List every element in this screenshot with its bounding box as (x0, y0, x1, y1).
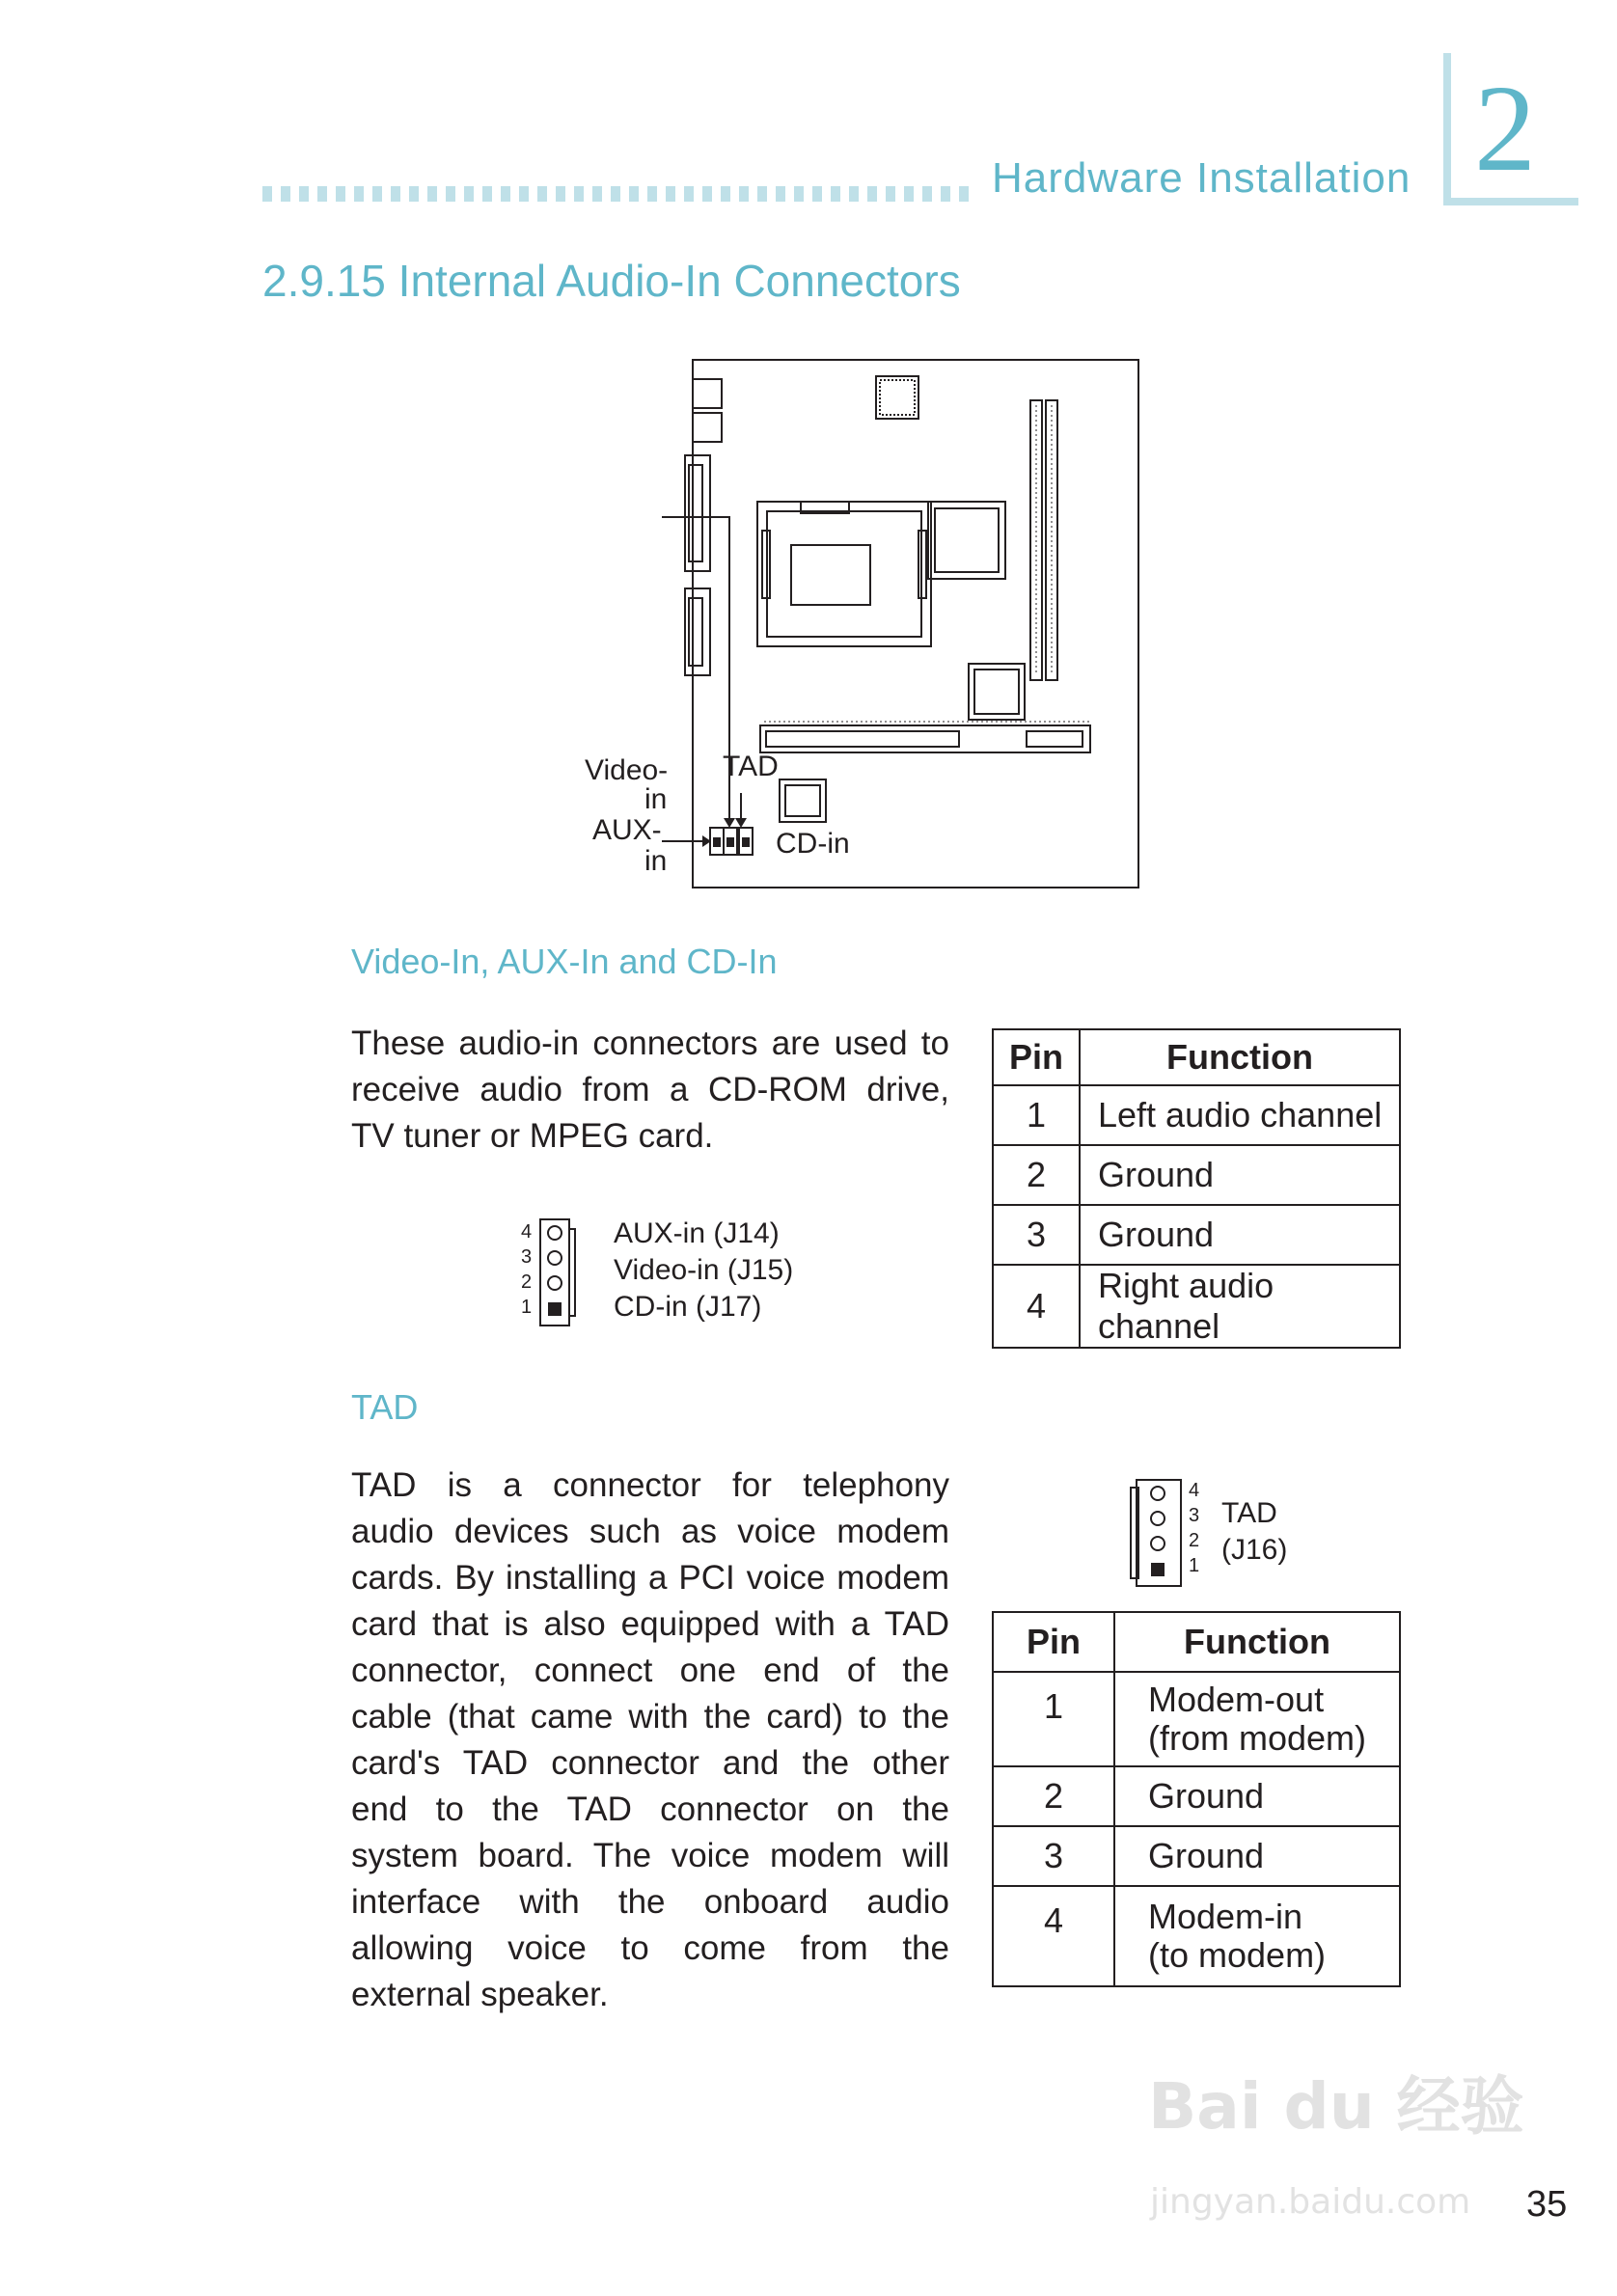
function-cell: Ground (1080, 1145, 1400, 1205)
chapter-tab-bar (1443, 53, 1451, 205)
label-video-in-2: in (644, 783, 668, 815)
tad-paragraph-line: end to the TAD connector on the (351, 1790, 949, 1828)
audio-pin-number: 1 (521, 1297, 533, 1318)
tad-pin-number: 3 (1189, 1505, 1200, 1526)
label-video-in-1: Video- (585, 754, 669, 786)
function-cell: Left audio channel (1080, 1085, 1400, 1145)
table-row (993, 1145, 1400, 1205)
function-cell (1114, 1886, 1400, 1986)
label-aux-in-2: in (644, 845, 668, 877)
table-row (993, 1672, 1400, 1766)
tad-pin-table (992, 1611, 1401, 1987)
tad-paragraph-line: card's TAD connector and the other (351, 1744, 949, 1782)
pin-header: Pin (993, 1612, 1114, 1672)
pin-cell: 2 (993, 1766, 1114, 1826)
function-cell: Ground (1114, 1826, 1400, 1886)
label-aux-in-1: AUX- (592, 814, 662, 846)
audio-pin-table (992, 1028, 1401, 1349)
tad-connector-label: TAD (1221, 1497, 1277, 1529)
watermark-url: jingyan.baidu.com (1150, 2182, 1471, 2222)
tad-pin-number: 2 (1189, 1530, 1200, 1551)
function-cell: Right audio channel (1080, 1265, 1400, 1348)
audio-pin-number: 4 (521, 1221, 533, 1243)
label-cd-in: CD-in (776, 828, 850, 860)
table-row (993, 1886, 1400, 1986)
table-row (993, 1766, 1400, 1826)
pin-cell: 4 (993, 1265, 1080, 1348)
pin-cell: 3 (993, 1826, 1114, 1886)
audio-connector-diagram (536, 1217, 594, 1327)
tad-paragraph-line: connector, connect one end of the (351, 1652, 949, 1689)
pin-cell: 3 (993, 1205, 1080, 1265)
audio-subsection-title: Video-In, AUX-In and CD-In (351, 942, 778, 981)
pin-cell: 4 (993, 1886, 1114, 1986)
function-header: Function (1114, 1612, 1400, 1672)
label-tad: TAD (723, 751, 779, 782)
tad-connector-diagram (1125, 1478, 1185, 1590)
tad-pin-number: 4 (1189, 1480, 1200, 1501)
function-header: Function (1080, 1029, 1400, 1085)
tad-paragraph-line: TAD is a connector for telephony (351, 1466, 949, 1504)
header-section-label: Hardware Installation (992, 154, 1411, 202)
pin-header: Pin (993, 1029, 1080, 1085)
audio-paragraph (351, 1021, 949, 1160)
tad-paragraph-line: system board. The voice modem will (351, 1837, 949, 1874)
watermark-logo: Bai du 经验 (1148, 2069, 1524, 2144)
tad-paragraph-line: external speaker. (351, 1976, 609, 2013)
aux-in-connector-label: AUX-in (J14) (614, 1217, 780, 1249)
audio-paragraph-line: These audio-in connectors are used to (351, 1025, 949, 1062)
page-number: 35 (1526, 2184, 1568, 2225)
pin-cell: 1 (993, 1085, 1080, 1145)
function-line: (from modem) (1148, 1718, 1367, 1758)
section-title: 2.9.15 Internal Audio-In Connectors (262, 256, 961, 306)
tad-paragraph-line: card that is also equipped with a TAD (351, 1605, 949, 1643)
tad-subsection-title: TAD (351, 1387, 419, 1427)
board-outline (693, 360, 1138, 888)
table-row (993, 1826, 1400, 1886)
header-dotted-rule (262, 186, 976, 202)
function-line: Modem-out (1148, 1680, 1325, 1719)
audio-pin-number: 2 (521, 1271, 533, 1293)
pin-cell: 2 (993, 1145, 1080, 1205)
function-cell (1114, 1672, 1400, 1766)
table-row (993, 1265, 1400, 1348)
tad-pin-number: 1 (1189, 1555, 1200, 1576)
tad-paragraph-line: audio devices such as voice modem (351, 1513, 949, 1550)
table-row (993, 1205, 1400, 1265)
table-row (993, 1085, 1400, 1145)
audio-pin-number: 3 (521, 1246, 533, 1268)
function-cell: Ground (1080, 1205, 1400, 1265)
audio-paragraph-line: TV tuner or MPEG card. (351, 1117, 714, 1155)
tad-paragraph-line: cable (that came with the card) to the (351, 1698, 949, 1736)
tad-paragraph-line: allowing voice to come from the (351, 1929, 949, 1967)
chapter-number: 2 (1474, 60, 1536, 197)
tad-connector-id: (J16) (1221, 1534, 1288, 1566)
function-line: Modem-in (1148, 1897, 1303, 1936)
cd-in-connector-label: CD-in (J17) (614, 1291, 762, 1323)
audio-paragraph-line: receive audio from a CD-ROM drive, (351, 1071, 949, 1108)
video-in-connector-label: Video-in (J15) (614, 1254, 794, 1286)
function-line: (to modem) (1148, 1935, 1327, 1975)
tad-paragraph (351, 1462, 949, 2018)
tad-paragraph-line: cards. By installing a PCI voice modem (351, 1559, 949, 1597)
tad-paragraph-line: interface with the onboard audio (351, 1883, 949, 1921)
pin-cell: 1 (993, 1672, 1114, 1766)
function-cell: Ground (1114, 1766, 1400, 1826)
